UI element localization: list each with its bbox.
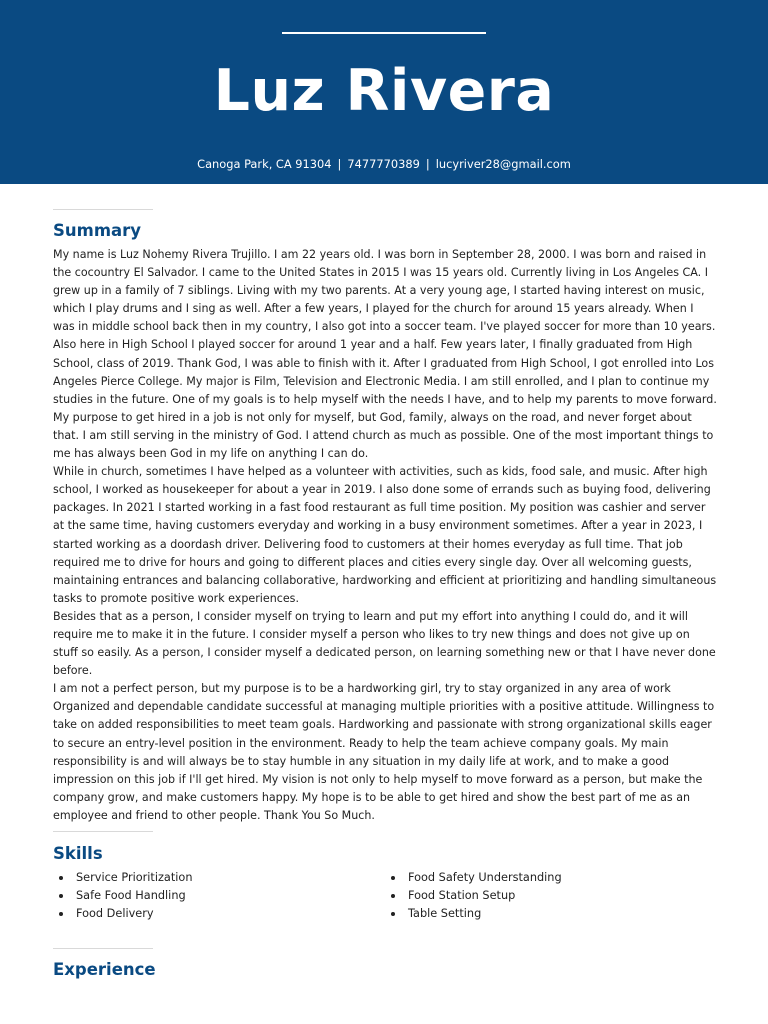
summary-heading: Summary xyxy=(53,221,142,240)
skill-item: Service Prioritization xyxy=(53,869,193,887)
contact-separator: | xyxy=(337,157,342,171)
section-divider xyxy=(53,209,153,210)
phone: 7477770389 xyxy=(347,157,420,171)
summary-text xyxy=(53,246,717,825)
summary-paragraph: My name is Luz Nohemy Rivera Trujillo. I am 22 years old. I was born in September 28, 2000. I was born and raised in the cocountry El Salvador. I came to the United States in 2015 I was 15 years old. Currently living in Los Angeles CA. I grew up in a family of 7 siblings. Living with my two parents. At a very young age, I started having interest on music, which I play drums and I sing as well. After a few years, I played for the church for around 15 years already. When I was in middle school back then in my country, I also got into a soccer team. I've played soccer for more than 10 years. Also here in High School I played soccer for around 1 year and a half. Few years later, I finally graduated from High School, class of 2019. Thank God, I was able to finish with it. After I graduated from High School, I got enrolled into Los Angeles Pierce College. My major is Film, Television and Electronic Media. I am still enrolled, and I plan to continue my studies in the future. One of my goals is to help myself with the needs I have, and to help my parents to move forward. My purpose to get hired in a job is not only for myself, but God, family, always on the road, and never forget about that. I am still serving in the ministry of God. I attend church as much as possible. One of the most important things to me has always been God in my life on anything I can do. xyxy=(53,248,717,461)
summary-paragraph: I am not a perfect person, but my purpose is to be a hardworking girl, try to stay organized in any area of work Organized and dependable candidate successful at managing multiple priorities with a positive attitude. Willingness to take on added responsibilities to meet team goals. Hardworking and passionate with strong organizational skills eager to secure an entry-level position in the environment. Ready to help the team achieve company goals. My main responsibility is and will always be to stay humble in any situation in my daily life at work, and to make a good impression on this job if I'll get hired. My vision is not only to help myself to move forward as a person, but make the company grow, and make customers happy. My hope is to be able to get hired and show the best part of me as an employee and friend to other people. Thank You So Much. xyxy=(53,682,715,822)
contact-separator: | xyxy=(425,157,430,171)
resume-header xyxy=(0,0,768,184)
header-divider xyxy=(282,32,486,34)
experience-heading: Experience xyxy=(53,960,156,979)
location: Canoga Park, CA 91304 xyxy=(197,157,332,171)
section-divider xyxy=(53,831,153,832)
skill-item: Food Safety Understanding xyxy=(385,869,562,887)
email: lucyriver28@gmail.com xyxy=(435,157,571,171)
summary-paragraph: While in church, sometimes I have helped as a volunteer with activities, such as kids, food sale, and music. After high school, I worked as housekeeper for about a year in 2019. I also done some of errands such as buying food, delivering packages. In 2021 I started working in a fast food restaurant as full time position. My position was cashier and server at the same time, having customers everyday and working in a busy environment sometimes. After a year in 2023, I started working as a doordash driver. Delivering food to customers at their homes everyday as full time. That job required me to drive for hours and going to different places and cities every single day. Over all welcoming guests, maintaining entrances and balancing collaborative, hardworking and efficient at prioritizing and handling simultaneous tasks to promote positive work experiences. xyxy=(53,465,717,605)
contact-line xyxy=(0,156,768,172)
skill-item: Food Station Setup xyxy=(385,887,562,905)
section-divider xyxy=(53,948,153,949)
skill-item: Safe Food Handling xyxy=(53,887,193,905)
skills-list-left xyxy=(53,869,193,924)
skills-heading: Skills xyxy=(53,844,103,863)
summary-paragraph: Besides that as a person, I consider myself on trying to learn and put my effort into anything I could do, and it will require me to make it in the future. I consider myself a person who likes to try new things and does not give up on stuff so easily. As a person, I consider myself a dedicated person, on learning something new or that I have never done before. xyxy=(53,609,716,678)
skill-item: Table Setting xyxy=(385,905,562,923)
skills-list-right xyxy=(385,869,562,924)
candidate-name: Luz Rivera xyxy=(213,58,555,124)
skill-item: Food Delivery xyxy=(53,905,193,923)
